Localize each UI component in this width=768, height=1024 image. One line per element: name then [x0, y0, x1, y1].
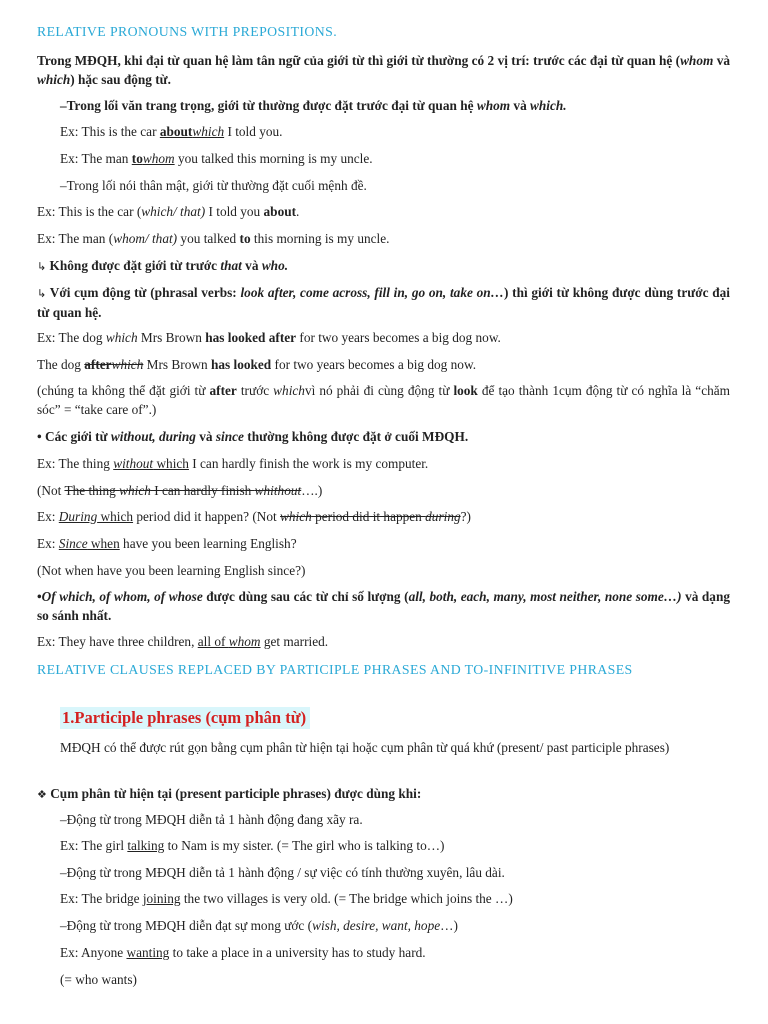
- formal-style-rule: –Trong lối văn trang trọng, giới từ thường được đặt trước đại từ quan hệ whom và which.: [60, 98, 567, 113]
- intro-paragraph: Trong MĐQH, khi đại từ quan hệ làm tân ngữ của giới từ thì giới từ thường có 2 vị trí: trước các đại từ quan hệ (whom và which) hặc sau động từ.: [37, 53, 730, 87]
- bullet-icon: •: [37, 589, 42, 604]
- example-line: Ex: The dog which Mrs Brown has looked after for two years becomes a big dog now.: [37, 330, 501, 345]
- example-line: (= who wants): [60, 972, 137, 987]
- arrow-icon: ↳: [37, 260, 47, 273]
- rule-of-which-whom: •Of which, of whom, of whose được dùng sau các từ chỉ số lượng (all, both, each, many, most neither, none some…) và dạng so sánh nhất.: [37, 589, 730, 623]
- example-line: Ex: This is the car (which/ that) I told you about.: [37, 204, 300, 219]
- section-heading-participle-phrases: RELATIVE CLAUSES REPLACED BY PARTICIPLE PHRASES AND TO-INFINITIVE PHRASES: [37, 662, 633, 677]
- example-line: (Not when have you been learning English since?): [37, 563, 306, 578]
- diamond-icon: ❖: [37, 788, 47, 801]
- bullet-icon: •: [37, 429, 42, 444]
- usage-case: –Động từ trong MĐQH diễn đạt sự mong ước (wish, desire, want, hope…): [60, 918, 458, 933]
- example-line: Ex: Since when have you been learning English?: [37, 536, 297, 551]
- example-line: Ex: The man (whom/ that) you talked to this morning is my uncle.: [37, 231, 390, 246]
- example-line: Ex: Anyone wanting to take a place in a university has to study hard.: [60, 945, 426, 960]
- present-participle-rule: ❖ Cụm phân từ hiện tại (present participle phrases) được dùng khi:: [37, 786, 422, 801]
- sub-heading-participle-phrases: 1.Participle phrases (cụm phân từ): [60, 708, 730, 728]
- explanation-note: (chúng ta không thể đặt giới từ after trước whichvì nó phải đi cùng động từ look để tạo thành 1cụm động từ có nghĩa là “chăm sóc” = “take care of”.): [37, 383, 730, 417]
- example-line: Ex: They have three children, all of whom get married.: [37, 634, 329, 649]
- rule-phrasal-verbs: ↳ Với cụm động từ (phrasal verbs: look after, come across, fill in, go on, take on…) thì giới từ không được dùng trước đại từ quan hệ.: [37, 285, 730, 320]
- participle-intro: MĐQH có thể được rút gọn bằng cụm phân từ hiện tại hoặc cụm phân từ quá khứ (present/ past participle phrases): [60, 740, 670, 755]
- example-line: (Not The thing which I can hardly finish whithout….): [37, 483, 323, 498]
- example-line: The dog afterwhich Mrs Brown has looked for two years becomes a big dog now.: [37, 357, 477, 372]
- example-line: Ex: The thing without which I can hardly finish the work is my computer.: [37, 456, 429, 471]
- usage-case: –Động từ trong MĐQH diễn tả 1 hành động / sự việc có tính thường xuyên, lâu dài.: [60, 865, 505, 880]
- arrow-icon: ↳: [37, 287, 47, 300]
- rule-without-during-since: • Các giới từ without, during và since thường không được đặt ở cuối MĐQH.: [37, 429, 469, 444]
- example-line: Ex: The girl talking to Nam is my sister. (= The girl who is talking to…): [60, 838, 445, 853]
- example-line: Ex: During which period did it happen? (Not which period did it happen during?): [37, 509, 471, 524]
- example-line: Ex: The bridge joining the two villages is very old. (= The bridge which joins the …): [60, 891, 513, 906]
- example-line: Ex: This is the car aboutwhich I told you.: [60, 124, 283, 139]
- usage-case: –Động từ trong MĐQH diễn tả 1 hành động đang xãy ra.: [60, 812, 363, 827]
- section-heading-relative-pronouns: RELATIVE PRONOUNS WITH PREPOSITIONS.: [37, 24, 338, 39]
- rule-that-who: ↳ Không được đặt giới từ trước that và who.: [37, 258, 289, 273]
- informal-style-rule: –Trong lối nói thân mật, giới từ thường đặt cuối mệnh đề.: [60, 178, 367, 193]
- example-line: Ex: The man towhom you talked this morning is my uncle.: [60, 151, 373, 166]
